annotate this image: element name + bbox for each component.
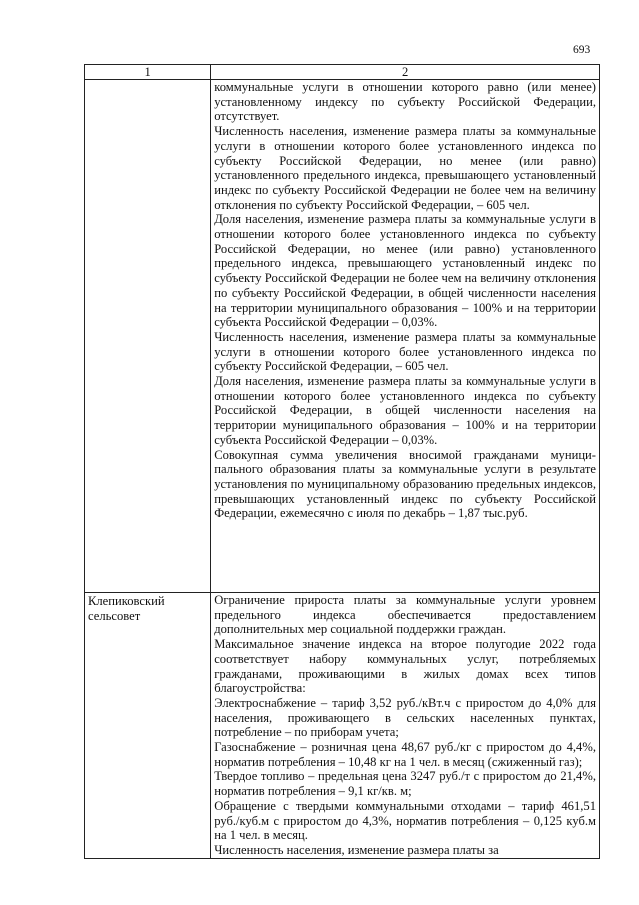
region-cell <box>85 80 211 593</box>
region-name-line: Клепиковский <box>88 594 165 608</box>
paragraph: Доля населения, изменение размера платы за коммунальные услуги в отношении которого более установленного индекса по субъекту Российской Федерации, в общей численности населения на территории муниципального образования – 100% и на территории субъекта Российской Федерации – 0,03%. <box>214 374 596 447</box>
table-row <box>85 593 600 859</box>
paragraph: Электроснабжение – тариф 3,52 руб./кВт.ч с приростом до 4,0% для населения, проживающего в сельских населенных пунктах, потребление – по приборам учета; <box>214 695 596 740</box>
paragraph: Доля населения, изменение размера платы за коммунальные услуги в отношении которого более установленного индекса по субъекту Российской Федерации, но менее (или равно) установленного предельного индекса, превышающего установленный индекс по субъекту Российской Федерации не более чем на величину отклонения по субъекту Российской Федерации, в общей численности населения на территории муниципального образования – 100% и на территории субъекта Российской Федерации – 0,03%. <box>214 212 596 330</box>
table-row <box>85 80 600 593</box>
paragraph: Обращение с твердыми коммунальными отходами – тариф 461,51 руб./куб.м с приростом до 4,3%, норматив потребления – 0,125 куб.м на 1 чел. в месяц. <box>214 798 596 843</box>
content-cell <box>211 80 600 593</box>
paragraph: Совокупная сумма увеличения вносимой гражданами муници-пального образования платы за коммунальные услуги в результате установления по муниципальному образованию предельных индексов, превышающих установленный индекс по субъекту Российской Федерации, ежемесячно с июля по декабрь – 1,87 тыс.руб. <box>214 447 596 521</box>
paragraph: коммунальные услуги в отношении которого равно (или менее) установленному индексу по субъекту Российской Федерации, отсутствует. <box>214 80 596 124</box>
table-header-row <box>85 65 600 80</box>
paragraph: Численность населения, изменение размера платы за коммунальные услуги в отношении которого более установленного индекса по субъекту Российской Федерации, но менее (или равно) установленного предельного индекса, превышающего установленный индекс по субъекту Российской Федерации не более чем на величину отклонения по субъекту Российской Федерации, – 605 чел. <box>214 124 596 212</box>
column-header-2: 2 <box>211 65 600 80</box>
paragraph: Максимальное значение индекса на второе полугодие 2022 года соответствует набору коммунальных услуг, потребляемых гражданами, проживающими в жилых домах всех типов благоустройства: <box>214 637 596 696</box>
paragraph: Численность населения, изменение размера платы за коммунальные услуги в отношении которого более установленного индекса по субъекту Российской Федерации, – 605 чел. <box>214 329 596 374</box>
paragraph: Численность населения, изменение размера платы за <box>214 842 499 857</box>
region-cell <box>85 593 211 859</box>
paragraph: Ограничение прироста платы за коммунальные услуги уровнем предельного индекса обеспечивается предоставлением дополнительных мер социальной поддержки граждан. <box>214 593 596 637</box>
page-number: 693 <box>573 44 591 56</box>
document-table <box>84 64 600 859</box>
content-cell <box>211 593 600 859</box>
paragraph: Твердое топливо – предельная цена 3247 руб./т с приростом до 21,4%, норматив потребления – 9,1 кг/кв. м; <box>214 769 596 799</box>
region-name-line: сельсовет <box>88 608 141 623</box>
paragraph: Газоснабжение – розничная цена 48,67 руб./кг с приростом до 4,4%, норматив потребления – 10,48 кг на 1 чел. в месяц (сжиженный газ); <box>214 740 596 769</box>
column-header-1: 1 <box>85 65 211 80</box>
